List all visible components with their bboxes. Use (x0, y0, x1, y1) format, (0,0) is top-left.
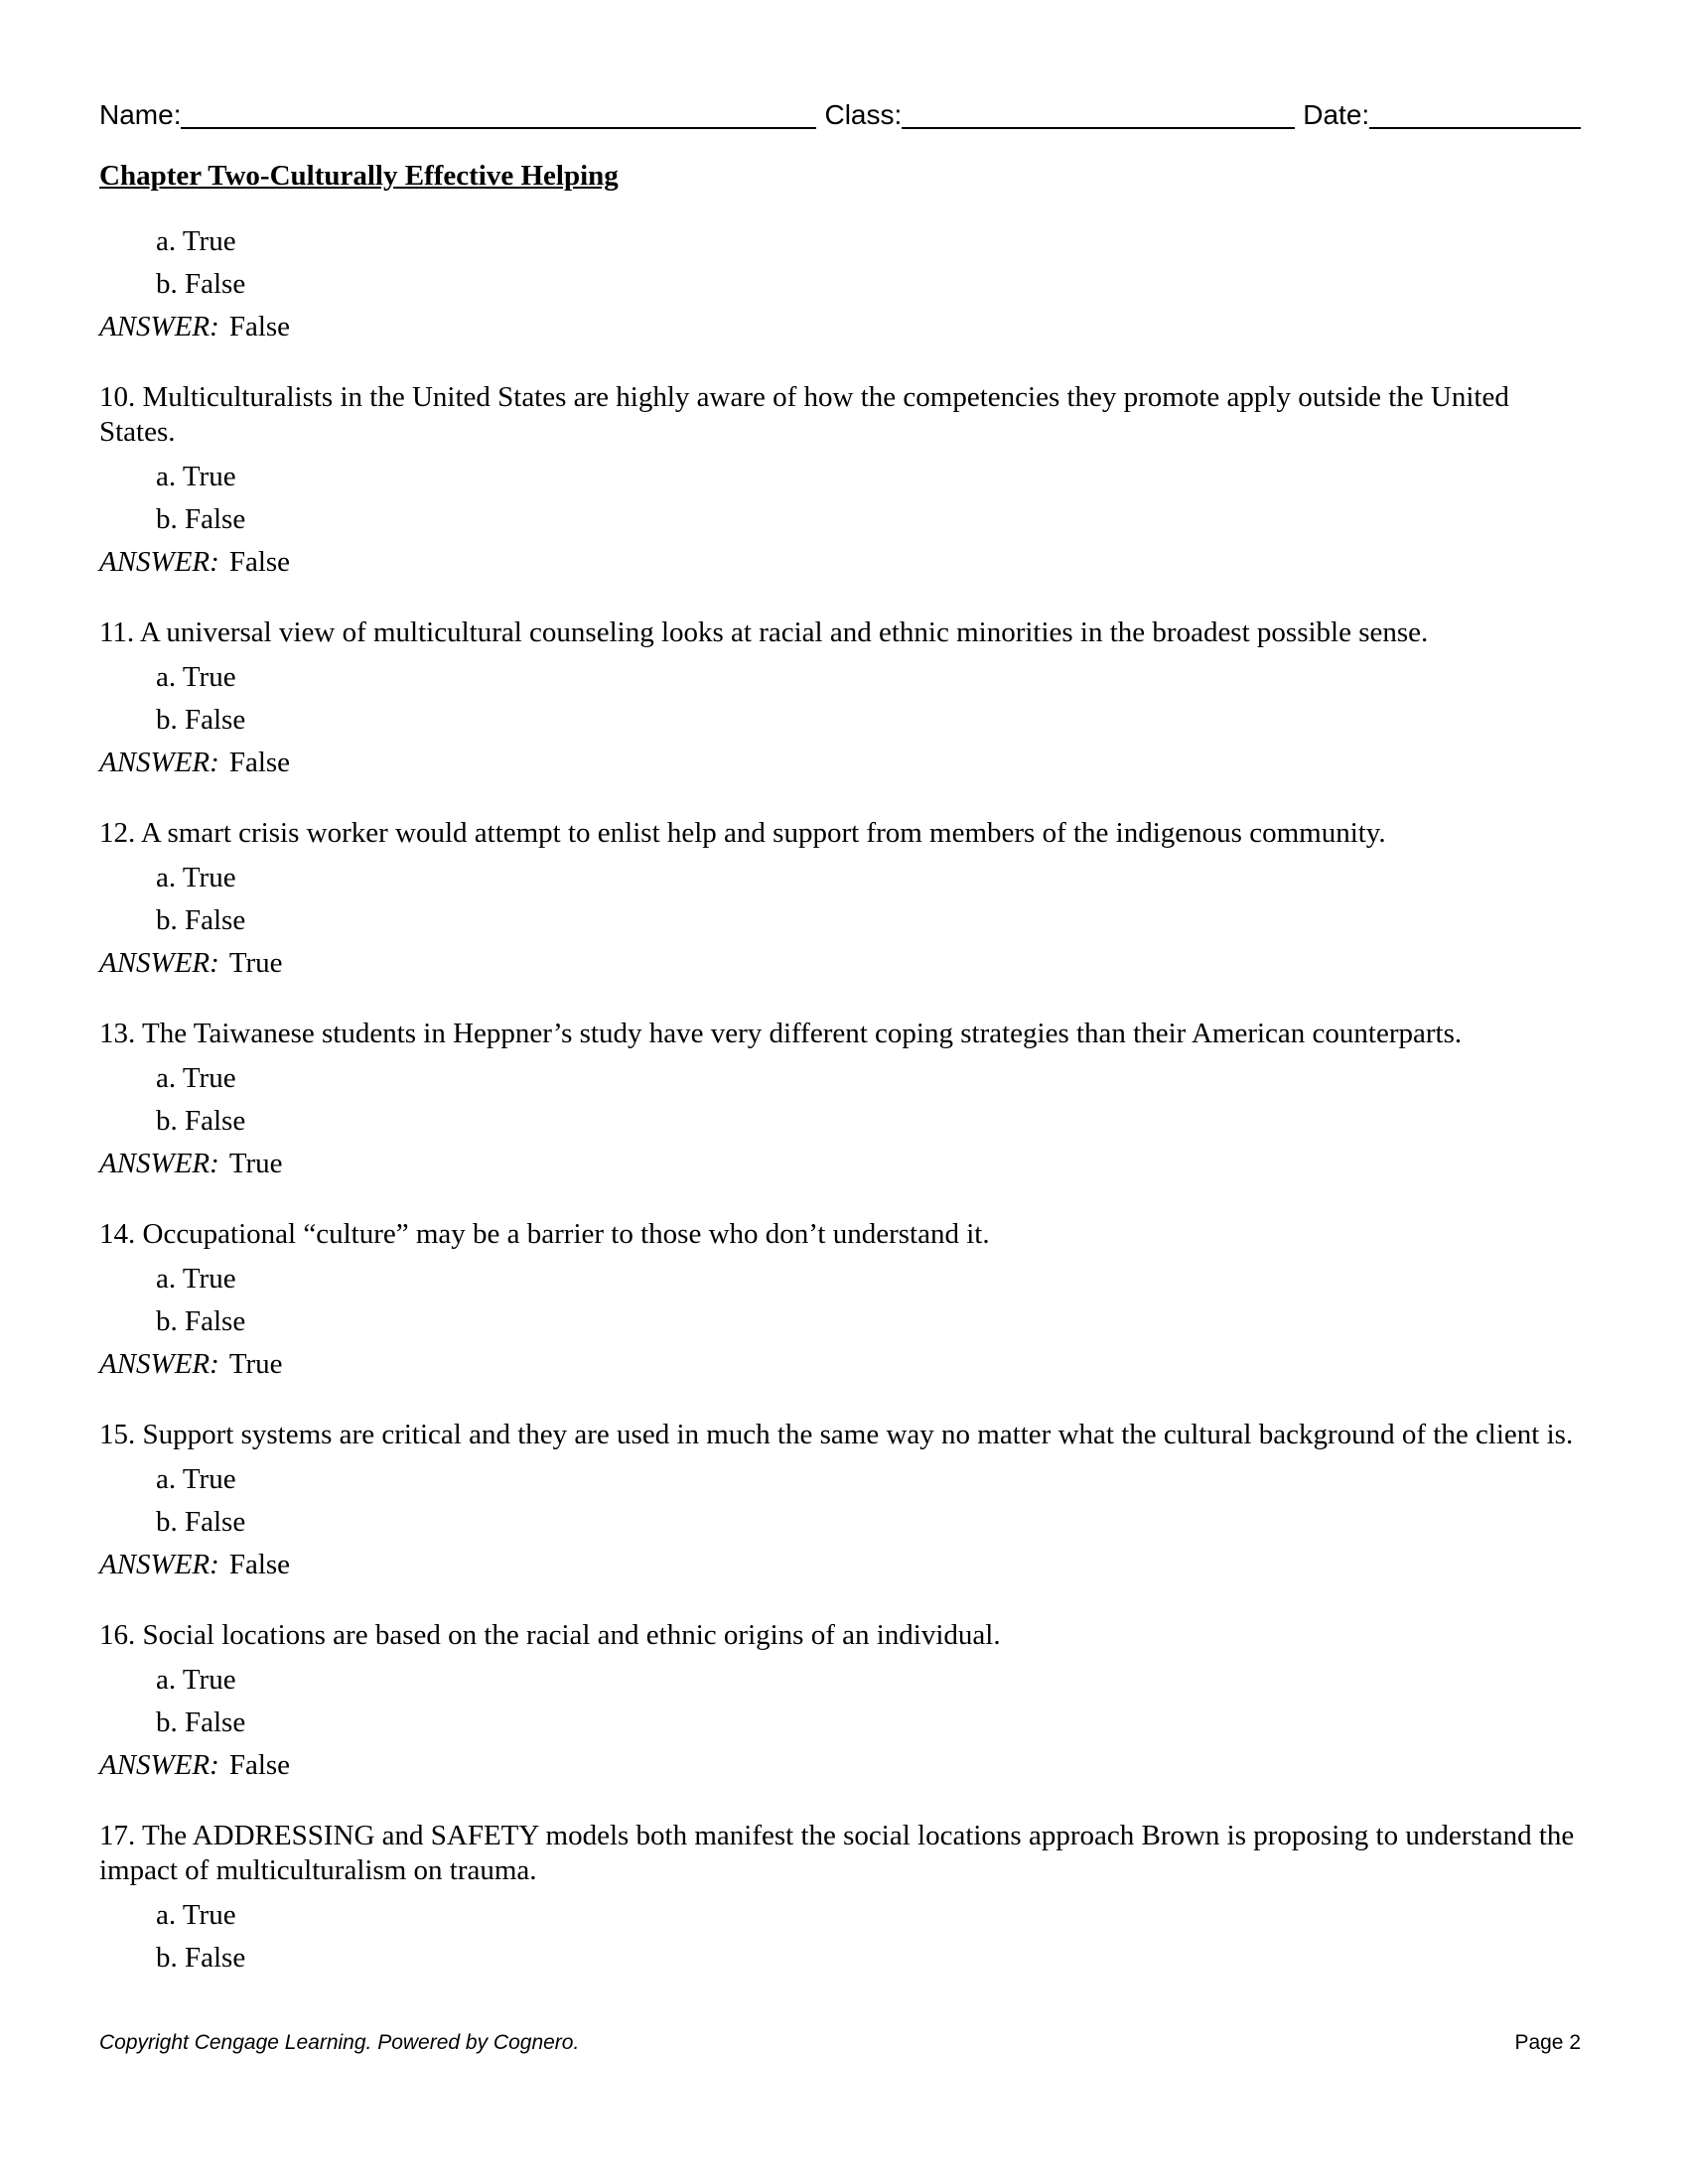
answer-label: ANSWER: (99, 1549, 219, 1580)
option-b: b. False (156, 268, 246, 300)
header (99, 99, 1581, 131)
question-item (99, 1618, 1581, 1787)
answer-label: ANSWER: (99, 947, 219, 979)
answer-line (99, 1544, 1581, 1586)
question-item (99, 615, 1581, 784)
option-a: a. True (156, 661, 236, 693)
answer-label: ANSWER: (99, 1348, 219, 1380)
option-a: a. True (156, 862, 236, 893)
answer-line (99, 1343, 1581, 1386)
question-item (99, 380, 1581, 584)
answer-value: False (228, 747, 291, 778)
answer-value: False (228, 311, 291, 342)
date-field[interactable] (1369, 99, 1581, 129)
answer-line (99, 1744, 1581, 1787)
option-a: a. True (156, 1463, 236, 1495)
question-item (99, 1418, 1581, 1586)
carryover-question (99, 220, 1581, 348)
chapter-title: Chapter Two-Culturally Effective Helping (99, 160, 619, 192)
answer-value: True (228, 947, 283, 979)
class-field[interactable] (902, 99, 1295, 129)
footer (99, 2031, 1581, 2055)
question-list (99, 220, 1581, 1979)
page-number: Page 2 (1514, 2031, 1581, 2054)
option-a: a. True (156, 1062, 236, 1094)
question-item (99, 816, 1581, 985)
answer-line (99, 1143, 1581, 1185)
option-a: a. True (156, 461, 236, 492)
option-b: b. False (156, 704, 246, 736)
question-item (99, 1819, 1581, 1979)
answer-line (99, 541, 1581, 584)
answer-value: False (228, 1549, 291, 1580)
option-b: b. False (156, 1506, 246, 1538)
question-text: 14. Occupational “culture” may be a barrier to those who don’t understand it. (99, 1218, 990, 1250)
question-text: 11. A universal view of multicultural counseling looks at racial and ethnic minorities in the broadest possible sense. (99, 616, 1429, 648)
question-text: 17. The ADDRESSING and SAFETY models both manifest the social locations approach Brown is proposing to understand the impact of multiculturalism on trauma. (99, 1820, 1575, 1886)
answer-line (99, 306, 1581, 348)
answer-label: ANSWER: (99, 311, 219, 342)
question-text: 13. The Taiwanese students in Heppner’s study have very different coping strategies than their American counterparts. (99, 1018, 1463, 1049)
option-b: b. False (156, 503, 246, 535)
option-a: a. True (156, 225, 236, 257)
question-text: 12. A smart crisis worker would attempt to enlist help and support from members of the indigenous community. (99, 817, 1386, 849)
question-text: 16. Social locations are based on the racial and ethnic origins of an individual. (99, 1619, 1001, 1651)
answer-label: ANSWER: (99, 747, 219, 778)
name-label: Name: (99, 99, 182, 130)
question-item (99, 1217, 1581, 1386)
option-a: a. True (156, 1263, 236, 1295)
class-label: Class: (824, 99, 903, 130)
option-b: b. False (156, 904, 246, 936)
date-label: Date: (1303, 99, 1370, 130)
option-b: b. False (156, 1706, 246, 1738)
question-text: 10. Multiculturalists in the United States are highly aware of how the competencies they promote apply outside the United States. (99, 381, 1509, 448)
answer-label: ANSWER: (99, 1148, 219, 1179)
answer-label: ANSWER: (99, 1749, 219, 1781)
question-text: 15. Support systems are critical and they are used in much the same way no matter what the cultural background of the client is. (99, 1419, 1574, 1450)
copyright-text: Copyright Cengage Learning. Powered by Cognero. (99, 2031, 580, 2054)
answer-value: False (228, 1749, 291, 1781)
answer-value: False (228, 546, 291, 578)
option-b: b. False (156, 1105, 246, 1137)
question-item (99, 1017, 1581, 1185)
option-b: b. False (156, 1942, 246, 1974)
answer-line (99, 942, 1581, 985)
answer-line (99, 742, 1581, 784)
option-a: a. True (156, 1664, 236, 1696)
name-field[interactable] (181, 99, 816, 129)
option-b: b. False (156, 1305, 246, 1337)
answer-label: ANSWER: (99, 546, 219, 578)
answer-value: True (228, 1148, 283, 1179)
option-a: a. True (156, 1899, 236, 1931)
answer-value: True (228, 1348, 283, 1380)
